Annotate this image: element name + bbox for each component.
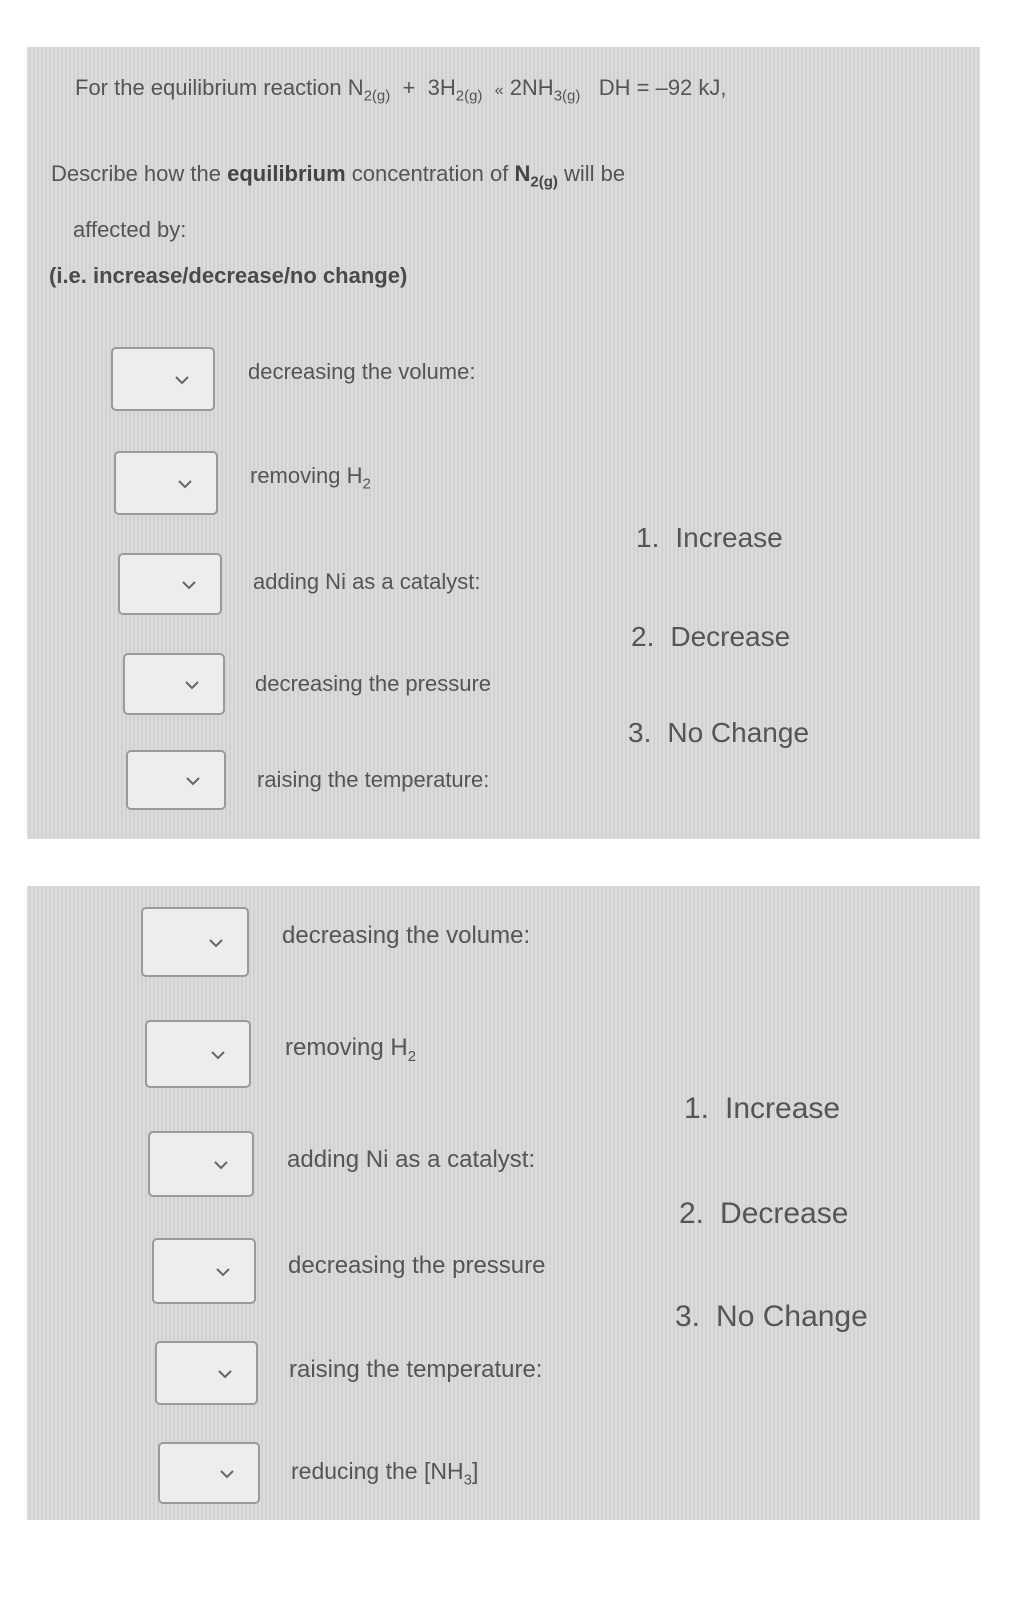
chevron-down-icon	[186, 776, 200, 786]
option-label: Increase	[675, 522, 783, 553]
equation-intro: For the equilibrium reaction	[75, 75, 342, 100]
item-label: raising the temperature:	[257, 767, 490, 792]
option-number: 1.	[684, 1092, 710, 1125]
item-label: decreasing the pressure	[255, 671, 492, 696]
describe-text: Describe how the	[51, 161, 221, 186]
question-text	[51, 161, 625, 190]
nh3-subscript: 3(g)	[553, 87, 581, 105]
dropdown-adding-ni[interactable]	[148, 1131, 254, 1197]
option-label: No Change	[667, 717, 810, 748]
option-number: 1.	[636, 522, 660, 553]
dropdown-reducing-nh3[interactable]	[158, 1442, 260, 1504]
option-decrease	[679, 1197, 848, 1231]
question-panel-bottom	[27, 886, 980, 1520]
hint-text: (i.e. increase/decrease/no change)	[49, 263, 408, 288]
reaction-equation	[75, 75, 727, 104]
option-label: Increase	[725, 1092, 841, 1125]
chevron-down-icon	[216, 1267, 230, 1277]
dropdown-decreasing-pressure[interactable]	[152, 1238, 256, 1304]
option-decrease	[631, 621, 790, 653]
option-no-change	[675, 1300, 868, 1334]
option-increase	[636, 522, 783, 554]
item-subscript: 2	[362, 475, 371, 493]
question-panel-top	[27, 47, 980, 839]
chevron-down-icon	[209, 938, 223, 948]
item-subscript: 3	[463, 1471, 472, 1489]
chevron-down-icon	[220, 1469, 234, 1479]
describe-n2-subscript: 2(g)	[530, 173, 558, 191]
dropdown-raising-temperature[interactable]	[155, 1341, 258, 1405]
option-no-change	[628, 717, 809, 749]
n2-subscript: 2(g)	[363, 87, 391, 105]
item-suffix: ]	[471, 1458, 479, 1484]
item-subscript: 2	[407, 1047, 417, 1065]
dropdown-raising-temperature[interactable]	[126, 750, 226, 810]
dropdown-removing-h2[interactable]	[114, 451, 218, 515]
chevron-down-icon	[218, 1369, 232, 1379]
plus-sign: +	[402, 75, 416, 100]
chevron-down-icon	[175, 375, 189, 385]
chevron-down-icon	[185, 680, 199, 690]
item-label	[291, 1458, 478, 1489]
h2-subscript: 2(g)	[455, 87, 483, 105]
item-label-text: removing H	[250, 463, 363, 488]
describe-bold: equilibrium	[227, 161, 346, 186]
item-label	[285, 1034, 416, 1065]
h2-formula: 3H	[427, 75, 456, 100]
n2-formula: N	[347, 75, 364, 100]
option-number: 3.	[628, 717, 652, 748]
option-label: Decrease	[670, 621, 791, 652]
item-label: decreasing the volume:	[248, 359, 476, 384]
equilibrium-arrow: «	[494, 82, 504, 99]
option-number: 2.	[679, 1197, 705, 1230]
dropdown-adding-ni[interactable]	[118, 553, 222, 615]
affected-by-text: affected by:	[73, 217, 187, 242]
option-increase	[684, 1092, 840, 1126]
enthalpy-change: DH = –92 kJ,	[598, 75, 727, 100]
describe-text-2: concentration of	[351, 161, 509, 186]
option-number: 2.	[631, 621, 655, 652]
describe-n2: N	[514, 161, 531, 186]
nh3-formula: 2NH	[509, 75, 554, 100]
dropdown-decreasing-pressure[interactable]	[123, 653, 225, 715]
option-label: No Change	[716, 1300, 868, 1333]
item-label-text: removing H	[285, 1034, 408, 1061]
dropdown-decreasing-volume[interactable]	[141, 907, 249, 977]
option-label: Decrease	[720, 1197, 849, 1230]
chevron-down-icon	[214, 1160, 228, 1170]
item-label: adding Ni as a catalyst:	[287, 1146, 536, 1173]
chevron-down-icon	[182, 580, 196, 590]
describe-text-3: will be	[563, 161, 626, 186]
item-label-text: reducing the [NH	[291, 1458, 464, 1484]
item-label: raising the temperature:	[289, 1356, 543, 1383]
chevron-down-icon	[178, 479, 192, 489]
chevron-down-icon	[211, 1050, 225, 1060]
dropdown-decreasing-volume[interactable]	[111, 347, 215, 411]
option-number: 3.	[675, 1300, 701, 1333]
item-label	[250, 463, 371, 492]
item-label: adding Ni as a catalyst:	[253, 569, 481, 594]
dropdown-removing-h2[interactable]	[145, 1020, 251, 1088]
item-label: decreasing the pressure	[288, 1252, 546, 1279]
item-label: decreasing the volume:	[282, 922, 531, 949]
